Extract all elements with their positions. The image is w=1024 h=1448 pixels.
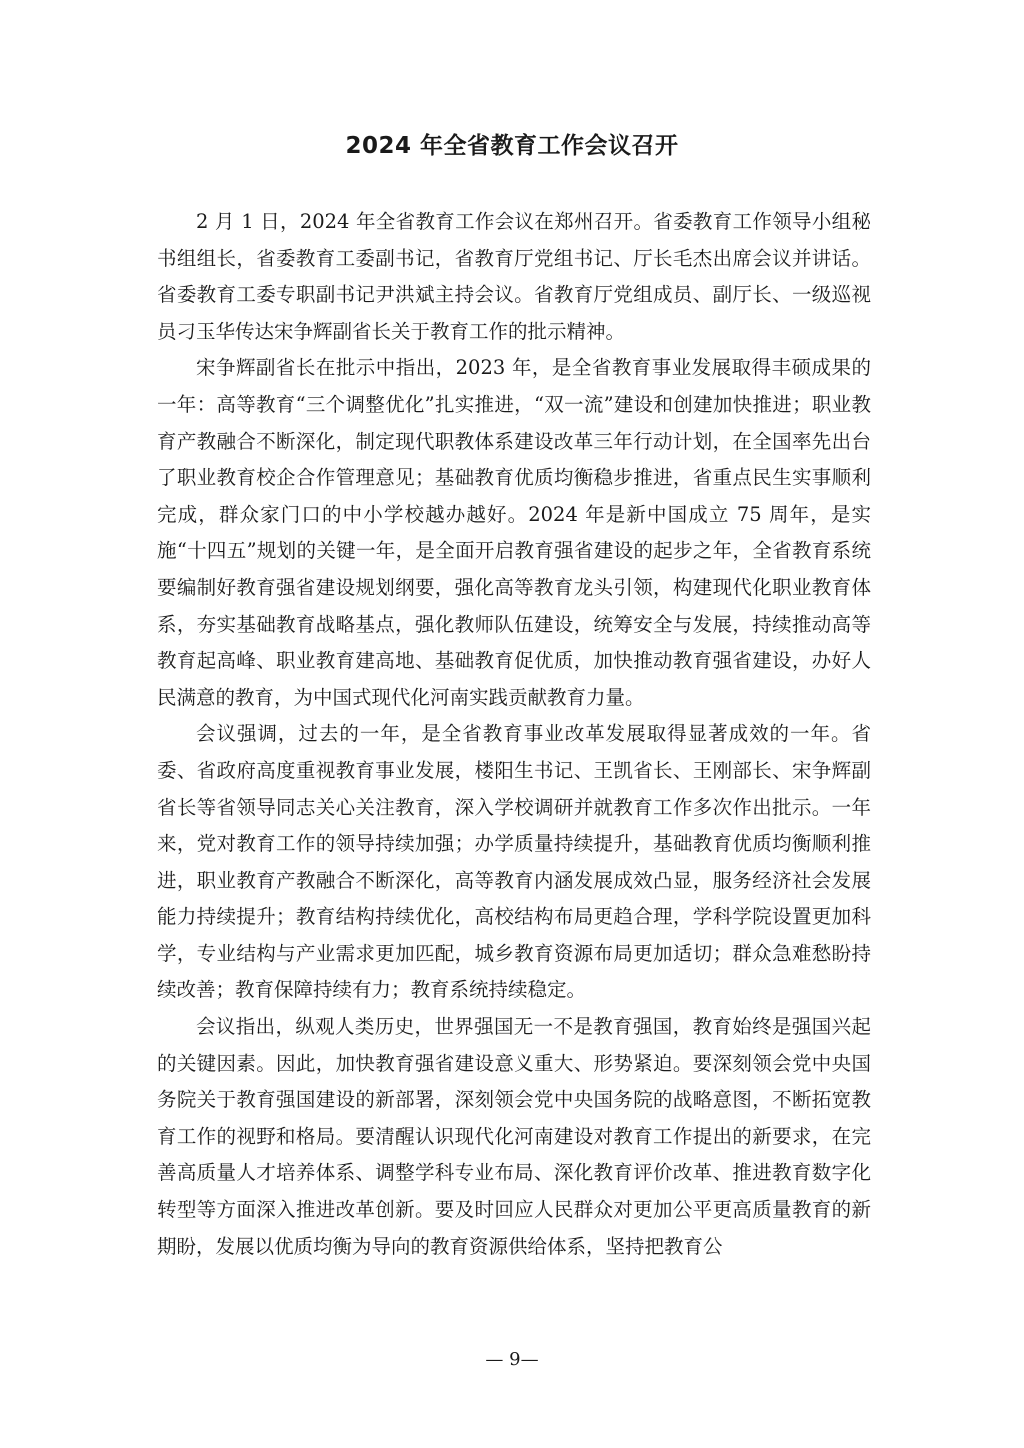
paragraph-1: 2 月 1 日，2024 年全省教育工作会议在郑州召开。省委教育工作领导小组秘书组组长，省委教育工委副书记，省教育厅党组书记、厅长毛杰出席会议并讲话。省委教育工委专职副书记尹洪斌主持会议。省教育厅党组成员、副厅长、一级巡视员刁玉华传达宋争辉副省长关于教育工作的批示精神。 xyxy=(157,210,871,343)
paragraph-2: 宋争辉副省长在批示中指出，2023 年，是全省教育事业发展取得丰硕成果的一年：高等教育“三个调整优化”扎实推进，“双一流”建设和创建加快推进；职业教育产教融合不断深化，制定现代职教体系建设改革三年行动计划，在全国率先出台了职业教育校企合作管理意见；基础教育优质均衡稳步推进，省重点民生实事顺利完成，群众家门口的中小学校越办越好。2024 年是新中国成立 75 周年，是实施“十四五”规划的关键一年，是全面开启教育强省建设的起步之年，全省教育系统要编制好教育强省建设规划纲要，强化高等教育龙头引领，构建现代化职业教育体系，夯实基础教育战略基点，强化教师队伍建设，统筹安全与发展，持续推动高等教育起高峰、职业教育建高地、基础教育促优质，加快推动教育强省建设，办好人民满意的教育，为中国式现代化河南实践贡献教育力量。 xyxy=(157,356,871,709)
page-number: — 9— xyxy=(485,1349,539,1370)
document-title: 2024 年全省教育工作会议召开 xyxy=(345,133,679,159)
paragraph-4: 会议指出，纵观人类历史，世界强国无一不是教育强国，教育始终是强国兴起的关键因素。因此，加快教育强省建设意义重大、形势紧迫。要深刻领会党中央国务院关于教育强国建设的新部署，深刻领会党中央国务院的战略意图，不断拓宽教育工作的视野和格局。要清醒认识现代化河南建设对教育工作提出的新要求，在完善高质量人才培养体系、调整学科专业布局、深化教育评价改革、推进教育数字化转型等方面深入推进改革创新。要及时回应人民群众对更加公平更高质量教育的新期盼，发展以优质均衡为导向的教育资源供给体系，坚持把教育公 xyxy=(157,1015,871,1258)
document-body xyxy=(157,204,871,1265)
paragraph-3: 会议强调，过去的一年，是全省教育事业改革发展取得显著成效的一年。省委、省政府高度重视教育事业发展，楼阳生书记、王凯省长、王刚部长、宋争辉副省长等省领导同志关心关注教育，深入学校调研并就教育工作多次作出批示。一年来，党对教育工作的领导持续加强；办学质量持续提升，基础教育优质均衡顺利推进，职业教育产教融合不断深化，高等教育内涵发展成效凸显，服务经济社会发展能力持续提升；教育结构持续优化，高校结构布局更趋合理，学科学院设置更加科学，专业结构与产业需求更加匹配，城乡教育资源布局更加适切；群众急难愁盼持续改善；教育保障持续有力；教育系统持续稳定。 xyxy=(157,722,871,1002)
